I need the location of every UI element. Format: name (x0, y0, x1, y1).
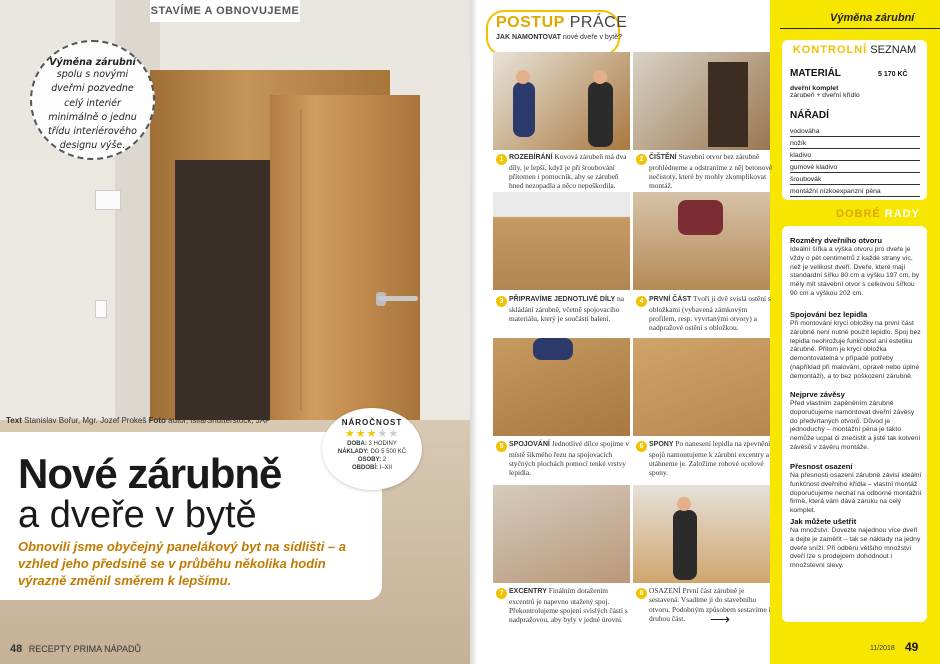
step-5-number: 5 (496, 441, 507, 452)
photo-credit (6, 416, 270, 425)
difficulty-time: DOBA: 3 HODINY (347, 441, 397, 447)
step-1-text: ROZEBÍRÁNÍ Kovová zárubeň má dva díly, je lepší, když je při šroubování přítomen i pomocník, aby se zárubeň hned nezopadla a něco nepoškodila. (509, 152, 627, 191)
tip-heading: Jak můžete ušetřit (790, 517, 857, 526)
step-3-text: PŘIPRAVÍME JEDNOTLIVÉ DÍLY na skládání zárubně, včetně spojovacího materiálu, který je součástí balení. (509, 294, 625, 323)
credit-text: Stanislav Bořur, Mgr. Jozef Prokeš (24, 416, 147, 425)
difficulty-stars (322, 427, 422, 440)
tip-heading: Nejprve závěsy (790, 390, 845, 399)
door-panel (300, 110, 412, 410)
page-header: Výměna zárubní (830, 12, 915, 24)
step-8-photo (633, 485, 770, 583)
difficulty-box (322, 408, 422, 490)
step-5-photo (493, 338, 630, 436)
tip-text: Ideální šířka a výška otvoru pro dveře je vždy o pět centimetrů z každé strany víc, než je velikost dveří. Dveře, které mají standardní šířku 80 cm a výšku 197 cm, by měly mít stavební otvor s celkovou šířkou 90 cm a výškou 202 cm. (790, 246, 920, 298)
difficulty-title: NÁROČNOST (341, 418, 403, 427)
section-label: STAVÍME A OBNOVUJEME (150, 0, 300, 22)
star-empty-icon: ★ (388, 428, 400, 440)
tool-item: vodováha (790, 128, 920, 137)
tools-heading: NÁŘADÍ (790, 110, 829, 121)
step-5-text: SPOJOVÁNÍ Jednotlivé dílce spojíme v místě šikmého řezu na spojovacích styčných plochách pomocí tenké vrstvy lepidla. (509, 439, 630, 478)
step-8-number: 8 (636, 588, 647, 599)
step-7-photo (493, 485, 630, 583)
footer-left (10, 643, 141, 655)
credit-photo: autor, isifa/Shutterstock, JAP (168, 416, 271, 425)
material-heading: MATERIÁL (790, 68, 841, 79)
page-number-right: 49 (905, 640, 919, 654)
quote-title: Výměna zárubní (49, 57, 136, 68)
difficulty-cost: NÁKLADY: DO 5 500 KČ (337, 449, 407, 456)
step-4-photo (633, 192, 770, 290)
procedure-title: POSTUP PRÁCE (496, 14, 628, 31)
quote-text: spolu s novými dveřmi pozvedne celý interiér minimálně o jednu třídu interiérového designu výše. (48, 69, 137, 152)
step-3-number: 3 (496, 296, 507, 307)
issue-number: 11/2018 (870, 645, 895, 652)
material-item: dveřní komplet zárubeň + dveřní křídlo (790, 85, 860, 99)
tip-heading: Spojování bez lepidla (790, 310, 868, 319)
credit-text-label: Text (6, 416, 22, 425)
step-6-number: 6 (636, 441, 647, 452)
tip-text: Na přesnosti osazení zárubně závisí ideální funkčnost dveřního křídla – vlastní montáž doporučujeme nechat na odborné montážní firmě, která vám dává záruku na celý komplet. (790, 472, 922, 515)
quote-bubble (30, 40, 155, 160)
tip-text: Před vlastním zapěněním zárubně doporučujeme namontovat dveřní závěsy do předvrtaných otvorů. Důvod je jednoduchý – montážní pěna je takto nemůže ucpat či znečistit a jistě tak kotvení závěsů v závěru montáže. (790, 400, 921, 452)
magazine-name: RECEPTY PRIMA NÁPADŮ (28, 644, 141, 654)
step-6-text: SPONY Po nanesení lepidla na zpevnění spojů namontujeme k zárubni excentry a utáhneme je. Založíme rohové ocelové spony. (649, 439, 771, 478)
page-number-left: 48 (10, 643, 23, 655)
doorway-dark (175, 160, 285, 430)
tool-item: montážní nízkoexpanzní pěna (790, 188, 920, 197)
arrow-right-icon: ⟶ (710, 611, 731, 627)
header-divider (780, 28, 940, 29)
step-1-number: 1 (496, 154, 507, 165)
step-2-text: ČIŠTĚNÍ Stavební otvor bez zárubně prohlédneme a odstraníme z něj betonové nečistoty, které by mohly zkomplikovat montáž. (649, 152, 773, 191)
page-gutter (470, 0, 478, 664)
main-subtitle: a dveře v bytě (18, 494, 257, 536)
tip-heading: Rozměry dveřního otvoru (790, 236, 882, 245)
tool-item: kladivo (790, 152, 920, 161)
star-icon: ★ (355, 428, 367, 440)
step-4-text: PRVNÍ ČÁST Tvoří ji dvě svislá ostění s obložkami (vybavená zámkovým profilem, resp. vyvrtanými otvory) a nadpražové ostění s obložkou. (649, 294, 771, 333)
difficulty-period: OBDOBÍ: I–XII (351, 465, 392, 472)
star-icon: ★ (344, 428, 356, 440)
door-handle (378, 296, 418, 301)
difficulty-persons: OSOBY: 2 (357, 457, 387, 464)
tips-title: DOBRÉ RADY (836, 208, 920, 220)
tool-item: nožík (790, 140, 920, 149)
procedure-subtitle: JAK NAMONTOVAT nové dveře v bytě? (496, 34, 623, 41)
tip-text: Při montování krycí obložky na první část zárubně není nutné použít lepidlo. Spoj bez lepidla neohrožuje funkčnost ani estetiku zárubně. Přitom je krycí obložka demontovatelná v případě potřeby (například při malování, opravě nebo úplné demontáži), a to bez poškození zárubně. (790, 320, 921, 380)
tool-item: šroubovák (790, 176, 920, 185)
credit-photo-label: Foto (148, 416, 166, 425)
step-2-number: 2 (636, 154, 647, 165)
step-7-text: EXCENTRY Finálním dotažením excentrů je napevno utažený spoj. Překontrolujeme spojení svislých částí s nadpražovou, aby byly v jedné úrovni. (509, 586, 628, 625)
step-3-photo (493, 192, 630, 290)
tip-text: Na množství. Dovezte najednou více dveří a dejte je zaměřit – tak se náklady na jedny dveře sníží. Při odběru většího množství dveří lze s prodejcem dohodnout i množstevní slevy. (790, 527, 921, 570)
step-8-text: OSAZENÍ První část zárubně je sestavená. Vsadíme ji do stavebního otvoru. Podobným způsobem sestavíme i druhou část. (649, 586, 771, 623)
step-1-photo (493, 52, 630, 150)
main-title: Nové zárubně (18, 450, 282, 497)
tool-item: gumové kladivo (790, 164, 920, 173)
step-4-number: 4 (636, 296, 647, 307)
material-price: 5 170 KČ (878, 71, 908, 78)
step-2-photo (633, 52, 770, 150)
star-empty-icon: ★ (377, 428, 389, 440)
thermostat (95, 190, 121, 210)
step-6-photo (633, 338, 770, 436)
checklist-title: KONTROLNÍ SEZNAM (792, 44, 917, 56)
lead-paragraph: Obnovili jsme obyčejný panelákový byt na sídlišti – a vzhled jeho předsíně se v průběhu několika hodin výrazně změnil směrem k lepšímu. (18, 539, 347, 589)
tip-heading: Přesnost osazení (790, 462, 853, 471)
step-7-number: 7 (496, 588, 507, 599)
star-icon: ★ (366, 428, 378, 440)
light-switch (95, 300, 107, 318)
